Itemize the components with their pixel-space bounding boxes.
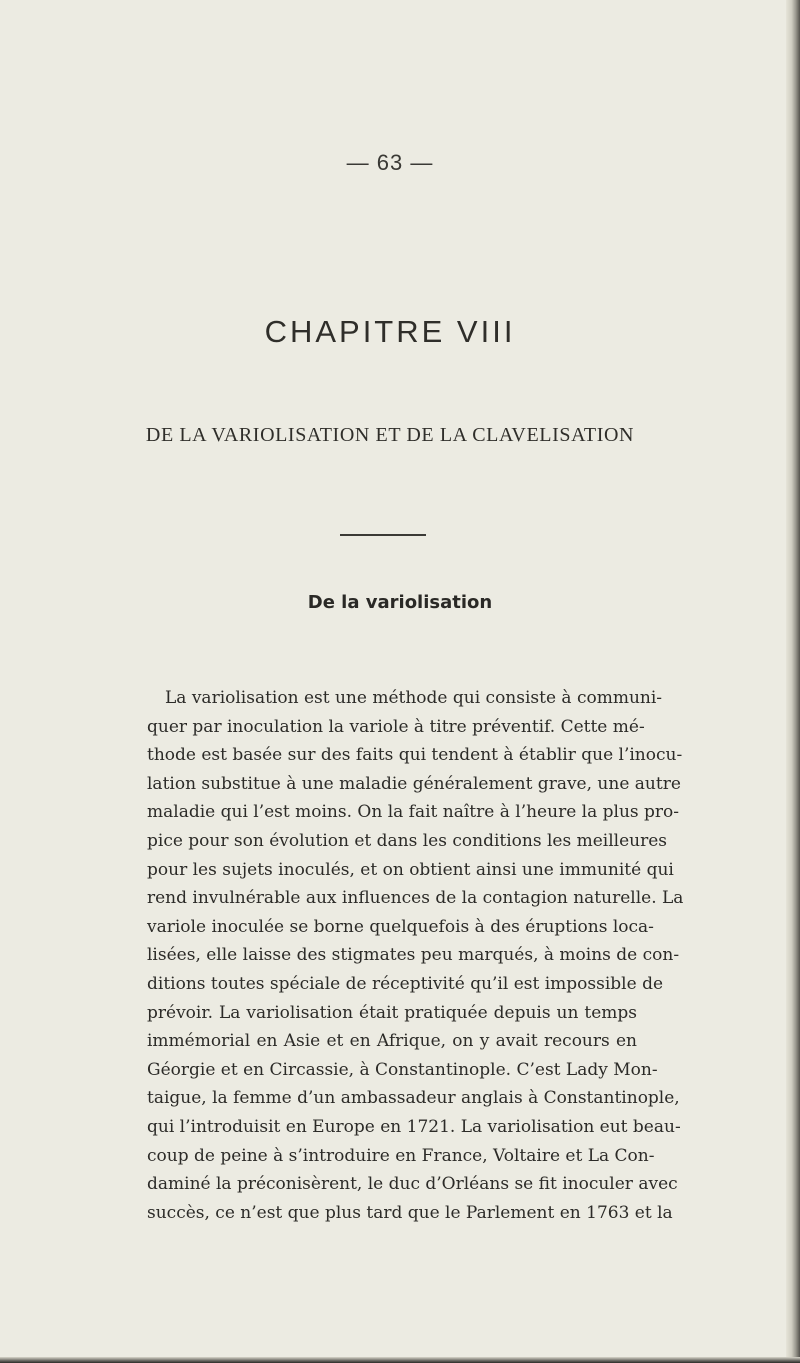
body-line: coup de peine à s’introduire en France, Voltaire et La Con- xyxy=(147,1145,655,1166)
section-divider xyxy=(340,534,426,536)
body-line: Géorgie et en Circassie, à Constantinople. C’est Lady Mon- xyxy=(147,1059,658,1080)
body-line: pice pour son évolution et dans les conditions les meilleures xyxy=(147,830,668,851)
body-line: pour les sujets inoculés, et on obtient ainsi une immunité qui xyxy=(147,859,674,880)
body-line: qui l’introduisit en Europe en 1721. La variolisation eut beau- xyxy=(147,1116,681,1137)
body-line: taigue, la femme d’un ambassadeur anglais à Constantinople, xyxy=(147,1088,680,1109)
page-number: — 63 — xyxy=(346,150,434,175)
body-line: maladie qui l’est moins. On la fait naître à l’heure la plus pro- xyxy=(147,802,680,823)
body-line: ditions toutes spéciale de réceptivité qu’il est impossible de xyxy=(147,973,664,994)
body-line: lation substitue à une maladie généralement grave, une autre xyxy=(147,773,681,794)
body-paragraph xyxy=(147,684,684,1227)
chapter-subtitle: DE LA VARIOLISATION ET DE LA CLAVELISATION xyxy=(145,424,635,446)
body-line: thode est basée sur des faits qui tendent à établir que l’inocu- xyxy=(147,745,683,766)
page-bottom-edge xyxy=(0,1357,800,1363)
body-line: quer par inoculation la variole à titre préventif. Cette mé- xyxy=(147,716,645,737)
body-line: rend invulnérable aux influences de la contagion naturelle. La xyxy=(147,888,684,909)
body-line: succès, ce n’est que plus tard que le Parlement en 1763 et la xyxy=(147,1202,673,1223)
body-line: prévoir. La variolisation était pratiquée depuis un temps xyxy=(147,1002,637,1023)
page-edge-shadow xyxy=(786,0,800,1363)
body-line: immémorial en Asie et en Afrique, on y avait recours en xyxy=(147,1031,637,1052)
body-line: La variolisation est une méthode qui consiste à communi- xyxy=(165,688,663,708)
body-line: daminé la préconisèrent, le duc d’Orléans se fit inoculer avec xyxy=(147,1174,678,1195)
body-line: lisées, elle laisse des stigmates peu marqués, à moins de con- xyxy=(147,945,680,966)
chapter-title: CHAPITRE VIII xyxy=(264,314,516,349)
body-line: variole inoculée se borne quelquefois à des éruptions loca- xyxy=(147,916,654,937)
section-title: De la variolisation xyxy=(307,592,493,613)
